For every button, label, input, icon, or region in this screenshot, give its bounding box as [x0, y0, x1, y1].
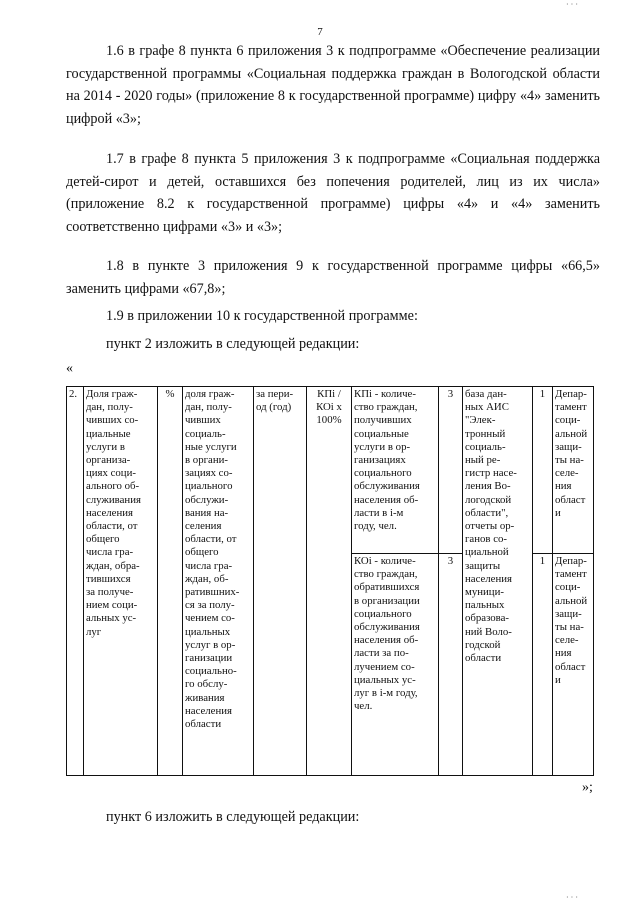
quote-open: «	[66, 361, 73, 376]
cell-source: база дан- ных АИС "Элек- тронный социаль- ный ре- гистр насе- ления Во- логодской области", отчеты ор- ганов со- циальной защиты населения муници- пальных образова- ний Воло- годской области	[463, 387, 533, 776]
cell-variable-kp: КПi - количе- ство граждан, получивших социальные услуги в ор- ганизациях социального обслуживания населения об- ласти в i-м году, чел.	[352, 387, 439, 554]
cell-method-ko: 3	[439, 554, 463, 776]
paragraph-punkt-6: пункт 6 изложить в следующей редакции:	[106, 809, 360, 825]
cell-responsible-ko: Депар- тамент соци- альной защи- ты на- селе- ния области	[553, 554, 594, 776]
cell-method-kp: 3	[439, 387, 463, 554]
cell-responsible-num-kp: 1	[533, 387, 553, 554]
corner-mark-top: · · ·	[566, 0, 578, 9]
paragraph-1-8: 1.8 в пункте 3 приложения 9 к государственной программе цифры «66,5» заменить цифрами «67,8»;	[66, 258, 600, 297]
cell-num: 2.	[67, 387, 84, 776]
cell-unit: %	[158, 387, 183, 776]
cell-variable-ko: КОi - количе- ство граждан, обратившихся в организации социального обслуживания населения об- ласти за по- лучением со- циальных ус- луг в i-м году, чел.	[352, 554, 439, 776]
paragraph-1-9: 1.9 в приложении 10 к государственной программе:	[106, 308, 418, 324]
table-row	[67, 387, 594, 554]
page-number: 7	[317, 26, 323, 38]
paragraph-1-7: 1.7 в графе 8 пункта 5 приложения 3 к подпрограмме «Социальная поддержка детей-сирот и детей, оставшихся без попечения родителей, лиц из их числа» (приложение 8.2 к государственной программе) цифры «4» и «4» заменить соответственно цифрами «3» и «3»;	[66, 151, 600, 235]
corner-mark-bottom: · · ·	[566, 893, 578, 902]
indicator-table	[66, 386, 594, 776]
cell-indicator-name: Доля граж- дан, полу- чивших со- циальные услуги в организа- циях соци- ального об- служивания населения области, от общего числа гра- ждан, обра- тившихся за получе- нием соци- альных ус- луг	[84, 387, 158, 776]
paragraph-1-6: 1.6 в графе 8 пункта 6 приложения 3 к подпрограмме «Обеспечение реализации государственной программы «Социальная поддержка граждан в Вологодской области на 2014 - 2020 годы» (приложение 8 к государственной программе) цифру «4» заменить цифрой «3»;	[66, 43, 600, 127]
cell-responsible-kp: Депар- тамент соци- альной защи- ты на- селе- ния области	[553, 387, 594, 554]
cell-formula: КПi / КОi х 100%	[307, 387, 352, 776]
quote-close: »;	[582, 780, 593, 795]
paragraph-punkt-2: пункт 2 изложить в следующей редакции:	[106, 336, 360, 352]
cell-definition: доля граж- дан, полу- чивших социаль- ные услуги в органи- зациях со- циального обслужи- вания на- селения области, от общего числа гра- ждан, об- ратившних- ся за полу- чением со- циальных услуг в ор- ганизации социально- го обслу- живания населения области	[183, 387, 254, 776]
cell-period: за пери- од (год)	[254, 387, 307, 776]
cell-responsible-num-ko: 1	[533, 554, 553, 776]
